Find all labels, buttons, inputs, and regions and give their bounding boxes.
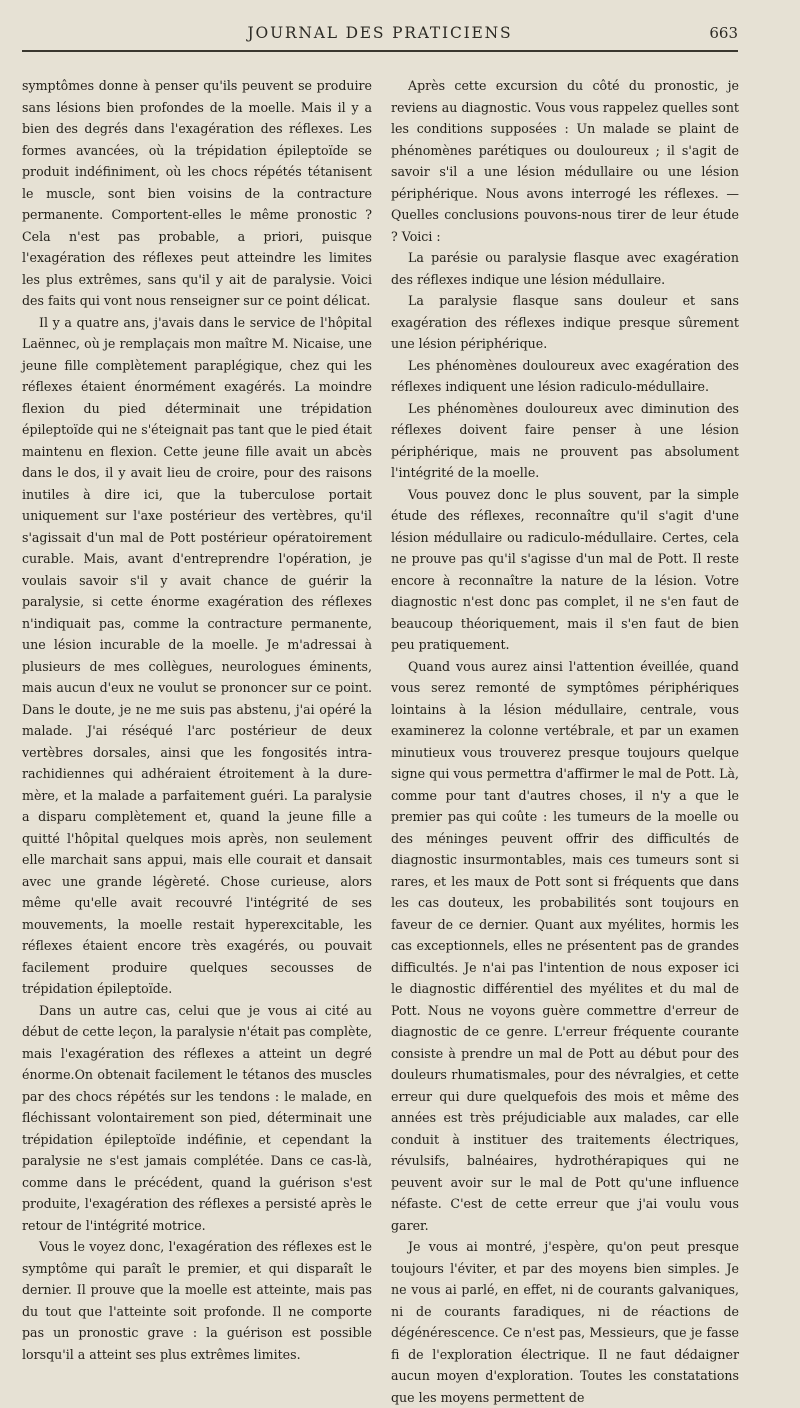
paragraph: La paralysie flasque sans douleur et sans exagération des réflexes indique presque sûrement une lésion périphérique. (391, 293, 739, 351)
paragraph: Vous le voyez donc, l'exagération des réflexes est le symptôme qui paraît le premier, et qui disparaît le dernier. Il prouve que la moelle est atteinte, mais pas du tout que l'atteinte soit profonde. Il ne comporte pas un pronostic grave : la guérison est possible lorsqu'il a atteint ses plus extrêmes limites. (22, 1239, 372, 1362)
running-head (22, 24, 738, 46)
paragraph: Vous pouvez donc le plus souvent, par la simple étude des réflexes, reconnaître qu'il s'agit d'une lésion médullaire ou radiculo-médullaire. Certes, cela ne prouve pas qu'il s'agisse d'un mal de Pott. Il reste encore à reconnaître la nature de la lésion. Votre diagnostic n'est donc pas complet, il ne s'en faut de beaucoup théoriquement, mais il s'en faut de bien peu pratiquement. (391, 486, 739, 652)
left-column (22, 75, 372, 1365)
paragraph: symptômes donne à penser qu'ils peuvent se produire sans lésions bien profondes de la moelle. Mais il y a bien des degrés dans l'exagération des réflexes. Les formes avancées, où la trépidation épileptoïde se produit indéfiniment, où les chocs répétés tétanisent le muscle, sont bien voisins de la contracture permanente. Comportent-elles le même pronostic ? Cela n'est pas probable, a priori, puisque l'exagération des réflexes peut atteindre les limites les plus extrêmes, sans qu'il y ait de paralysie. Voici des faits qui vont nous renseigner sur ce point délicat. (22, 78, 372, 308)
paragraph: Les phénomènes douloureux avec diminution des réflexes doivent faire penser à une lésion périphérique, mais ne prouvent pas absolument l'intégrité de la moelle. (391, 400, 739, 480)
paragraph: Dans un autre cas, celui que je vous ai cité au début de cette leçon, la paralysie n'était pas complète, mais l'exagération des réflexes a atteint un degré énorme.On obtenait facilement le tétanos des muscles par des chocs répétés sur les tendons : le malade, en fléchissant volontairement son pied, déterminait une trépidation épileptoïde indéfinie, et cependant la paralysie ne s'est jamais complétée. Dans ce cas-là, comme dans le précédent, quand la guérison s'est produite, l'exagération des réflexes a persisté après le retour de l'intégrité motrice. (22, 1002, 372, 1233)
right-column (391, 75, 739, 1408)
paragraph: La parésie ou paralysie flasque avec exagération des réflexes indique une lésion médullaire. (391, 250, 739, 287)
page-number: 663 (709, 24, 738, 42)
header-rule (22, 50, 738, 52)
paragraph: Après cette excursion du côté du pronostic, je reviens au diagnostic. Vous vous rappelez quelles sont les conditions supposées : Un malade se plaint de phénomènes parétiques ou douloureux ; il s'agit de savoir s'il a une lésion médullaire ou une lésion périphérique. Nous avons interrogé les réflexes. — Quelles conclusions pouvons-nous tirer de leur étude ? Voici : (391, 78, 739, 244)
paragraph: Les phénomènes douloureux avec exagération des réflexes indiquent une lésion radiculo-médullaire. (391, 357, 739, 394)
paragraph: Quand vous aurez ainsi l'attention éveillée, quand vous serez remonté de symptômes périphériques lointains à la lésion médullaire, centrale, vous examinerez la colonne vertébrale, et par un examen minutieux vous trouverez presque toujours quelque signe qui vous permettra d'affirmer le mal de Pott. Là, comme pour tant d'autres choses, il n'y a que le premier pas qui coûte : les tumeurs de la moelle ou des méninges peuvent offrir des difficultés de diagnostic insurmontables, mais ces tumeurs sont si rares, et les maux de Pott sont si fréquents que dans les cas douteux, les probabilités sont toujours en faveur de ce dernier. Quant aux myélites, hormis les cas exceptionnels, elles ne présentent pas de grandes difficultés. Je n'ai pas l'intention de nous exposer ici le diagnostic différentiel des myélites et du mal de Pott. Nous ne voyons guère commettre d'erreur de diagnostic de ce genre. L'erreur fréquente courante consiste à prendre un mal de Pott au début pour des douleurs rhumatismales, pour des névralgies, et cette erreur qui dure quelquefois des mois et même des années est très préjudiciable aux malades, car elle conduit à instituer des traitements électriques, révulsifs, balnéaires, hydrothérapiques qui ne peuvent avoir sur le mal de Pott qu'une influence néfaste. C'est de cette erreur que j'ai voulu vous garer. (391, 658, 739, 1233)
journal-title: JOURNAL DES PRATICIENS (247, 24, 513, 42)
paragraph: Il y a quatre ans, j'avais dans le service de l'hôpital Laënnec, où je remplaçais mon maître M. Nicaise, une jeune fille complètement paraplégique, chez qui les réflexes étaient énormément exagérés. La moindre flexion du pied déterminait une trépidation épileptoïde qui ne s'éteignait pas tant que le pied était maintenu en flexion. Cette jeune fille avait un abcès dans le dos, il y avait lieu de croire, pour des raisons inutiles à dire ici, que la tuberculose portait uniquement sur l'axe postérieur des vertèbres, qu'il s'agissait d'un mal de Pott postérieur opératoirement curable. Mais, avant d'entreprendre l'opération, je voulais savoir s'il y avait chance de guérir la paralysie, si cette énorme exagération des réflexes n'indiquait pas, comme la contracture permanente, une lésion incurable de la moelle. Je m'adressai à plusieurs de mes collègues, neurologues éminents, mais aucun d'eux ne voulut se prononcer sur ce point. Dans le doute, je ne me suis pas abstenu, j'ai opéré la malade. J'ai réséqué l'arc postérieur de deux vertèbres dorsales, ainsi que les fongosités intra-rachidiennes qui adhéraient étroitement à la dure-mère, et la malade a parfaitement guéri. La paralysie a disparu complètement et, quand la jeune fille a quitté l'hôpital quelques mois après, non seulement elle marchait sans appui, mais elle courait et dansait avec une grande légèreté. Chose curieuse, alors même qu'elle avait recouvré l'intégrité de ses mouvements, la moelle restait hyperexcitable, les réflexes étaient encore très exagérés, ou pouvait facilement produire quelques secousses de trépidation épileptoïde. (22, 314, 372, 996)
paragraph: Je vous ai montré, j'espère, qu'on peut presque toujours l'éviter, et par des moyens bien simples. Je ne vous ai parlé, en effet, ni de courants galvaniques, ni de courants faradiques, ni de réactions de dégénérescence. Ce n'est pas, Messieurs, que je fasse fi de l'exploration électrique. Il ne faut dédaigner aucun moyen d'exploration. Toutes les constatations que les moyens permettent de (391, 1239, 739, 1405)
